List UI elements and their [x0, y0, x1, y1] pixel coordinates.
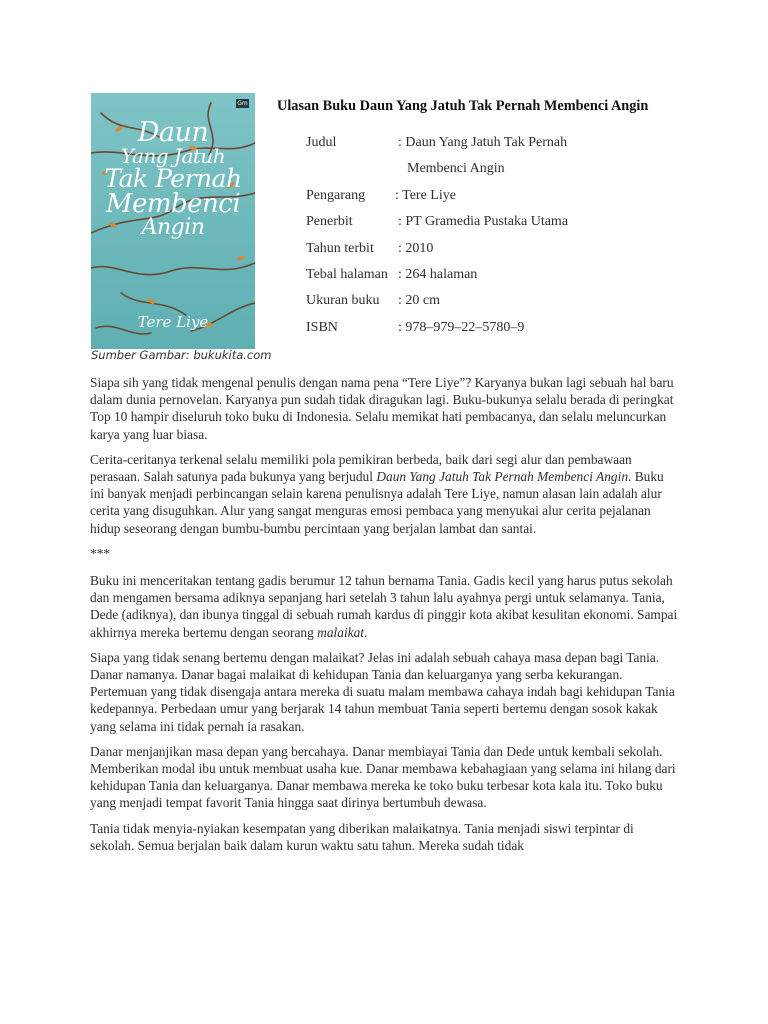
book-title-emphasis: Daun Yang Jatuh Tak Pernah Membenci Angin [376, 469, 629, 485]
cover-author: Tere Liye [137, 313, 209, 331]
paragraph: Siapa yang tidak senang bertemu dengan malaikat? Jelas ini adalah sebuah cahaya masa depan bagi Tania. Danar namanya. Danar bagai malaikat di kehidupan Tania dan keluarganya yang serba kekurangan. Pertemuan yang tidak disengaja antara mereka di suatu malam membawa cahaya indah bagi kehidupan Tania kedepannya. Perbedaan umur yang berjarak 14 tahun membuat Tania seperti bertemu dengan sosok kakak yang selama ini tidak pernah ia rasakan. [90, 649, 675, 734]
detail-label: ISBN [306, 319, 338, 335]
paragraph: Danar menjanjikan masa depan yang bercahaya. Danar membiayai Tania dan Dede untuk kembali sekolah. Memberikan modal ibu untuk membuat usaha kue. Danar membawa kebahagiaan yang selama ini hilang dari kehidupan Tania dan keluarganya. Danar membawa mereka ke toko buku terbesar kota kala itu. Toko buku yang menjadi tempat favorit Tania hingga saat dirinya bertumbuh dewasa. [90, 743, 676, 811]
paragraph [90, 451, 680, 537]
section-separator: *** [90, 545, 111, 561]
detail-value: : 2010 [398, 240, 434, 256]
cover-title-line: Daun [137, 117, 209, 148]
detail-label: Tebal halaman [306, 266, 388, 282]
detail-value: : 264 halaman [398, 266, 478, 282]
detail-row-judul [306, 136, 746, 162]
detail-row-isbn [306, 321, 746, 347]
detail-row-pengarang [306, 189, 746, 215]
paragraph [90, 572, 680, 641]
book-cover-image [91, 93, 255, 349]
detail-value: : Daun Yang Jatuh Tak Pernah [398, 135, 568, 150]
detail-row-ukuran-buku [306, 294, 746, 320]
detail-value: : 20 cm [398, 293, 440, 309]
detail-label: Tahun terbit [306, 240, 374, 256]
detail-label: Ukuran buku [306, 293, 380, 309]
review-body [90, 374, 680, 862]
cover-title-line: Membenci [105, 189, 241, 219]
detail-label: Penerbit [306, 214, 353, 230]
review-heading: Ulasan Buku Daun Yang Jatuh Tak Pernah Membenci Angin [277, 98, 649, 114]
detail-value: : Tere Liye [395, 187, 456, 203]
detail-value: : 978–979–22–5780–9 [398, 319, 525, 335]
book-details-table [306, 136, 746, 347]
detail-label: Pengarang [306, 187, 366, 203]
paragraph: Siapa sih yang tidak mengenal penulis dengan nama pena “Tere Liye”? Karyanya bukan lagi sebuah hal baru dalam dunia pernovelan. Karyanya pun sudah tidak diragukan lagi. Buku-bukunya selalu berada di peringkat Top 10 hampir diseluruh toko buku di Indonesia. Selalu memikat hati pembacanya, dan selalu meluncurkan karya yang luar biasa. [90, 375, 674, 442]
detail-value: : PT Gramedia Pustaka Utama [398, 214, 569, 230]
emphasis: malaikat [317, 624, 365, 640]
detail-row-tahun-terbit [306, 242, 746, 268]
paragraph-text: . Buku ini banyak menjadi perbincangan selain karena penulisnya adalah Tere Liye, namun alasan lain adalah alur cerita yang disuguhkan. Alur yang sangat menguras emosi pembaca yang menyukai alur cerita pejalanan hidup seseorang dengan bumbu-bumbu percintaan yang berjalan lambat dan santai. [90, 469, 664, 536]
paragraph: Tania tidak menyia-nyiakan kesempatan yang diberikan malaikatnya. Tania menjadi siswi terpintar di sekolah. Semua berjalan baik dalam kurun waktu satu tahun. Mereka sudah tidak [90, 820, 634, 853]
detail-row-tebal-halaman [306, 268, 746, 294]
detail-value: Membenci Angin [407, 161, 505, 177]
cover-title-line: Tak Pernah [104, 164, 242, 193]
detail-label: Judul [306, 135, 337, 150]
paragraph-text: . [364, 624, 368, 640]
image-caption: Sumber Gambar: bukukita.com [91, 348, 272, 362]
cover-title-line: Yang Jatuh [120, 144, 226, 168]
detail-row-judul-continued [306, 162, 746, 188]
paragraph-text: Cerita-ceritanya terkenal selalu memiliki pola pemikiran berbeda, baik dari segi alur dan pembawaan perasaan. Salah satunya pada bukunya yang berjudul [90, 451, 632, 485]
paragraph-text: Buku ini menceritakan tentang gadis berumur 12 tahun bernama Tania. Gadis kecil yang harus putus sekolah dan mengamen bersama adiknya sepanjang hari setelah 3 tahun lalu ayahnya pergi untuk selamanya. Tania, Dede (adiknya), dan ibunya tinggal di sebuah rumah kardus di pinggir kota akibat kesulitan ekonomi. Sampai akhirnya mereka bertemu dengan seorang [90, 573, 678, 640]
publisher-logo: Gm [237, 100, 248, 107]
cover-title [91, 119, 255, 239]
cover-title-line: Angin [141, 215, 205, 240]
detail-row-penerbit [306, 215, 746, 241]
